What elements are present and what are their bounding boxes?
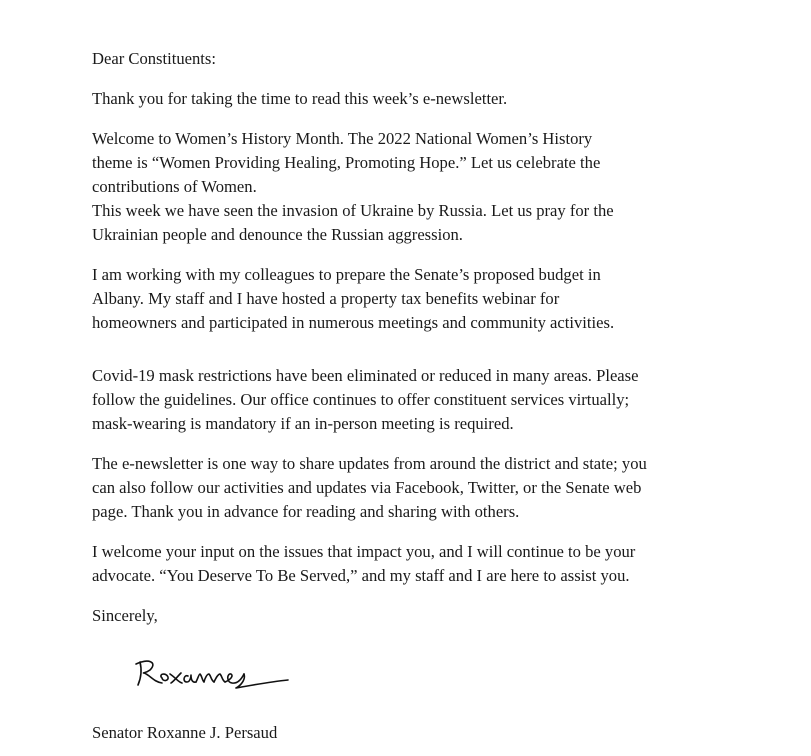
paragraph-line: This week we have seen the invasion of Ukraine by Russia. Let us pray for the [92, 201, 614, 220]
salutation-line: Dear Constituents: [92, 49, 216, 68]
paragraph-line: theme is “Women Providing Healing, Promoting Hope.” Let us celebrate the [92, 153, 601, 172]
paragraph-budget [92, 263, 792, 335]
signer-name: Senator Roxanne J. Persaud [92, 723, 278, 742]
paragraph-line: The e-newsletter is one way to share updates from around the district and state; you [92, 454, 647, 473]
paragraph-line: mask-wearing is mandatory if an in-person meeting is required. [92, 414, 514, 433]
paragraph-line: I welcome your input on the issues that impact you, and I will continue to be your [92, 542, 636, 561]
paragraph-line: Welcome to Women’s History Month. The 2022 National Women’s History [92, 129, 593, 148]
paragraph-line: homeowners and participated in numerous meetings and community activities. [92, 313, 615, 332]
closing-line: Sincerely, [92, 606, 158, 625]
closing [92, 604, 792, 628]
paragraph-covid [92, 364, 792, 436]
newsletter-letter [92, 47, 792, 644]
salutation [92, 47, 792, 71]
paragraph-line: contributions of Women. [92, 177, 257, 196]
paragraph-line: Albany. My staff and I have hosted a property tax benefits webinar for [92, 289, 560, 308]
paragraph-advocate [92, 540, 792, 588]
paragraph-womens-history [92, 127, 792, 247]
paragraph-line: Ukrainian people and denounce the Russian aggression. [92, 225, 463, 244]
paragraph-line: advocate. “You Deserve To Be Served,” and my staff and I are here to assist you. [92, 566, 630, 585]
paragraph-line: follow the guidelines. Our office continues to offer constituent services virtually; [92, 390, 630, 409]
handwritten-signature [128, 652, 298, 694]
paragraph-thanks [92, 87, 792, 111]
paragraph-line: Covid-19 mask restrictions have been eliminated or reduced in many areas. Please [92, 366, 639, 385]
paragraph-line: I am working with my colleagues to prepare the Senate’s proposed budget in [92, 265, 601, 284]
paragraph-line: can also follow our activities and updates via Facebook, Twitter, or the Senate web [92, 478, 642, 497]
paragraph-newsletter [92, 452, 792, 524]
paragraph-line: Thank you for taking the time to read this week’s e-newsletter. [92, 89, 508, 108]
paragraph-line: page. Thank you in advance for reading and sharing with others. [92, 502, 520, 521]
